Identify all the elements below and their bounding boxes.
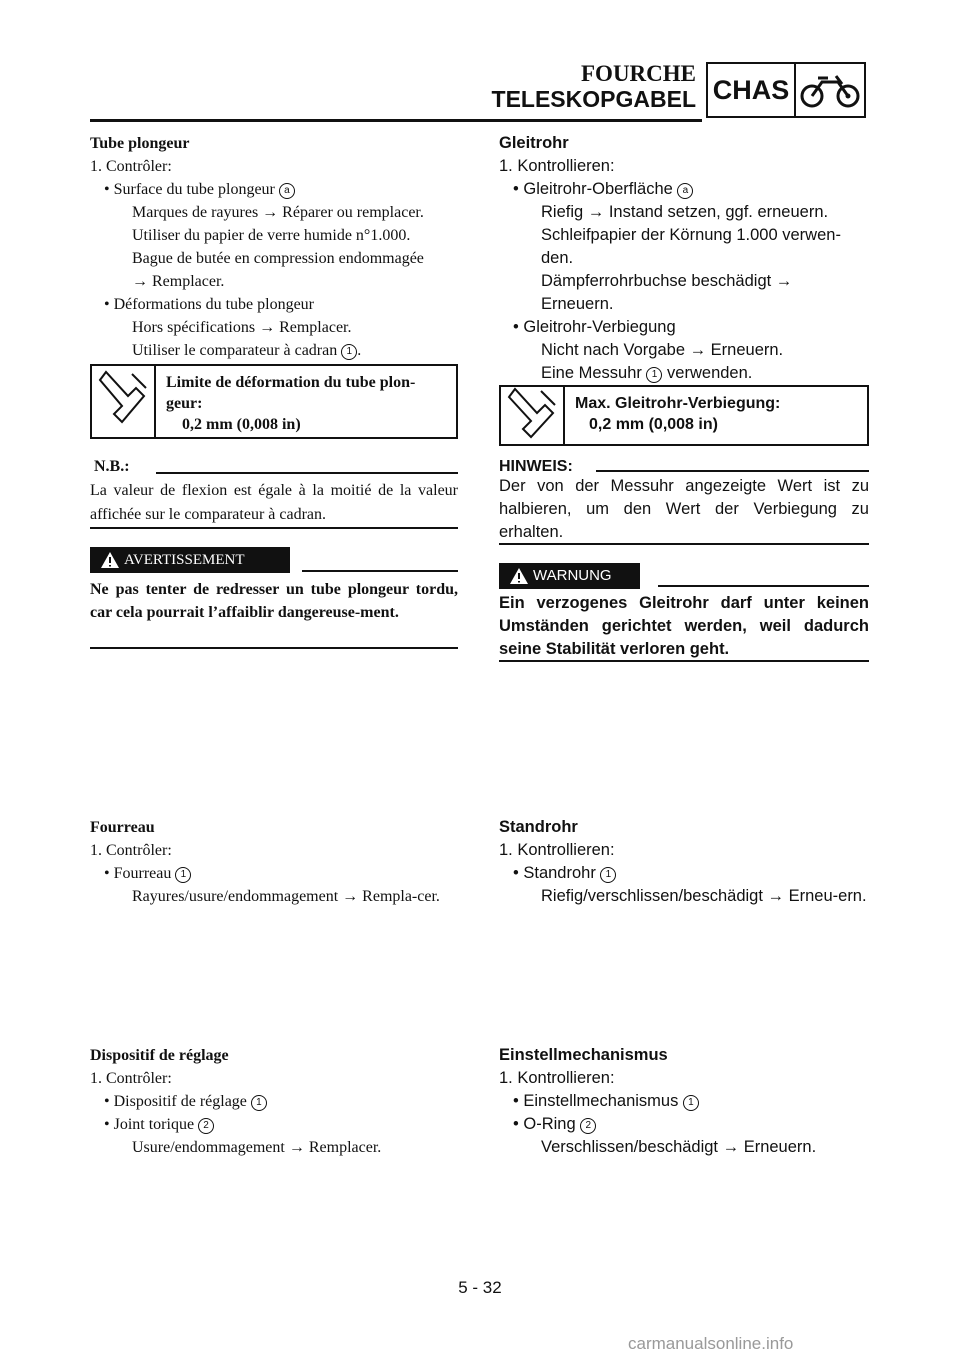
de-warning-badge: WARNUNG xyxy=(499,563,640,589)
warning-icon xyxy=(509,567,529,585)
header-title-fr: FOURCHE xyxy=(581,61,696,86)
de-note-end-rule xyxy=(499,543,869,545)
fr-section-dispositif: Dispositif de réglage 1. Contrôler: • Dispositif de réglage 1 • Joint torique 2 Usure/endommagement → Remplacer. xyxy=(90,1047,382,1156)
fr-bullet: • Surface du tube plongeur a xyxy=(90,178,458,201)
fr-note-text: La valeur de flexion est égale à la moitié de la valeur affichée sur le comparateur à cadran. xyxy=(90,482,458,523)
de-warning-end-rule xyxy=(499,660,869,662)
fr-bullet: • Déformations du tube plongeur xyxy=(104,296,314,313)
section-label: CHAS xyxy=(708,64,796,116)
fr-line: Utiliser le comparateur à cadran 1 . xyxy=(132,342,362,359)
fr-warning-end-rule xyxy=(90,647,458,649)
marker-a: a xyxy=(677,183,693,199)
motorcycle-icon xyxy=(798,70,862,110)
fr-section-tube-plongeur xyxy=(90,132,458,362)
fr-step: 1. Contrôler: xyxy=(90,158,172,175)
fr-line: Utiliser du papier de verre humide n°1.000. xyxy=(132,227,411,244)
fr-spec-text: Limite de déformation du tube plon- geur: 0,2 mm (0,008 in) xyxy=(166,374,416,433)
marker-1: 1 xyxy=(251,1095,267,1111)
fr-warning-rule xyxy=(302,570,458,572)
de-spec-text: Max. Gleitrohr-Verbiegung: 0,2 mm (0,008 in) xyxy=(575,395,781,433)
watermark: carmanualsonline.info xyxy=(628,1334,794,1353)
wrench-icon xyxy=(92,366,156,437)
de-spec-box xyxy=(499,385,869,446)
header-rule xyxy=(90,119,702,122)
fr-spec-box xyxy=(90,364,458,439)
header-title-de: TELESKOPGABEL xyxy=(491,86,696,112)
de-section-standrohr: Standrohr 1. Kontrollieren: • Standrohr 1 Riefig/verschlissen/beschädigt → Erneu-ern. xyxy=(499,818,867,905)
fr-line: Bague de butée en compression endommagée xyxy=(132,250,424,267)
de-section-gleitrohr: Gleitrohr 1. Kontrollieren: • Gleitrohr-Oberfläche a Riefig → Instand setzen, ggf. erneuern. Schleifpapier der Körnung 1.000 verwen-den. Dämpferrohrbuchse beschädigt → Erneuern. • Gleitrohr-Verbiegung Nicht nach Vorgabe → Erneuern. Eine Messuhr 1 verwenden. xyxy=(499,134,841,382)
wrench-icon xyxy=(501,387,565,444)
marker-2: 2 xyxy=(198,1118,214,1134)
marker-2: 2 xyxy=(580,1118,596,1134)
fr-note-rule xyxy=(156,472,458,474)
fr-warning-badge: AVERTISSEMENT xyxy=(90,547,290,573)
warning-icon xyxy=(100,551,120,569)
fr-line: Hors spécifications → Remplacer. xyxy=(132,319,352,336)
marker-1: 1 xyxy=(175,867,191,883)
de-note-label: HINWEIS: xyxy=(499,458,573,475)
de-warning-rule xyxy=(658,585,869,587)
fr-heading-tube: Tube plongeur xyxy=(90,135,190,152)
de-warning-text: Ein verzogenes Gleitrohr darf unter keinen Umständen gerichtet werden, weil dadurch seine Stabilität verloren geht. xyxy=(499,594,869,658)
fr-section-fourreau: Fourreau 1. Contrôler: • Fourreau 1 Rayures/usure/endommagement → Rempla-cer. xyxy=(90,819,440,905)
section-badge xyxy=(706,62,866,118)
fr-note-end-rule xyxy=(90,527,458,529)
de-note-text: Der von der Messuhr angezeigte Wert ist zu halbieren, um den Wert der Verbiegung zu erhalten. xyxy=(499,477,869,541)
fr-line: → Remplacer. xyxy=(132,273,225,290)
fr-warning-text: Ne pas tenter de redresser un tube plongeur tordu, car cela pourrait l’affaiblir dangereuse-ment. xyxy=(90,581,458,621)
page-number: 5 - 32 xyxy=(458,1278,502,1297)
marker-1: 1 xyxy=(341,344,357,360)
fr-line: Marques de rayures → Réparer ou remplacer. xyxy=(132,204,424,221)
marker-1: 1 xyxy=(646,367,662,383)
marker-1: 1 xyxy=(683,1095,699,1111)
de-note-rule xyxy=(596,470,869,472)
de-section-einstellmechanismus: Einstellmechanismus 1. Kontrollieren: • Einstellmechanismus 1 • O-Ring 2 Verschlissen/beschädigt → Erneuern. xyxy=(499,1046,817,1156)
marker-a: a xyxy=(279,183,295,199)
fr-note-label: N.B.: xyxy=(94,458,130,475)
marker-1: 1 xyxy=(600,867,616,883)
